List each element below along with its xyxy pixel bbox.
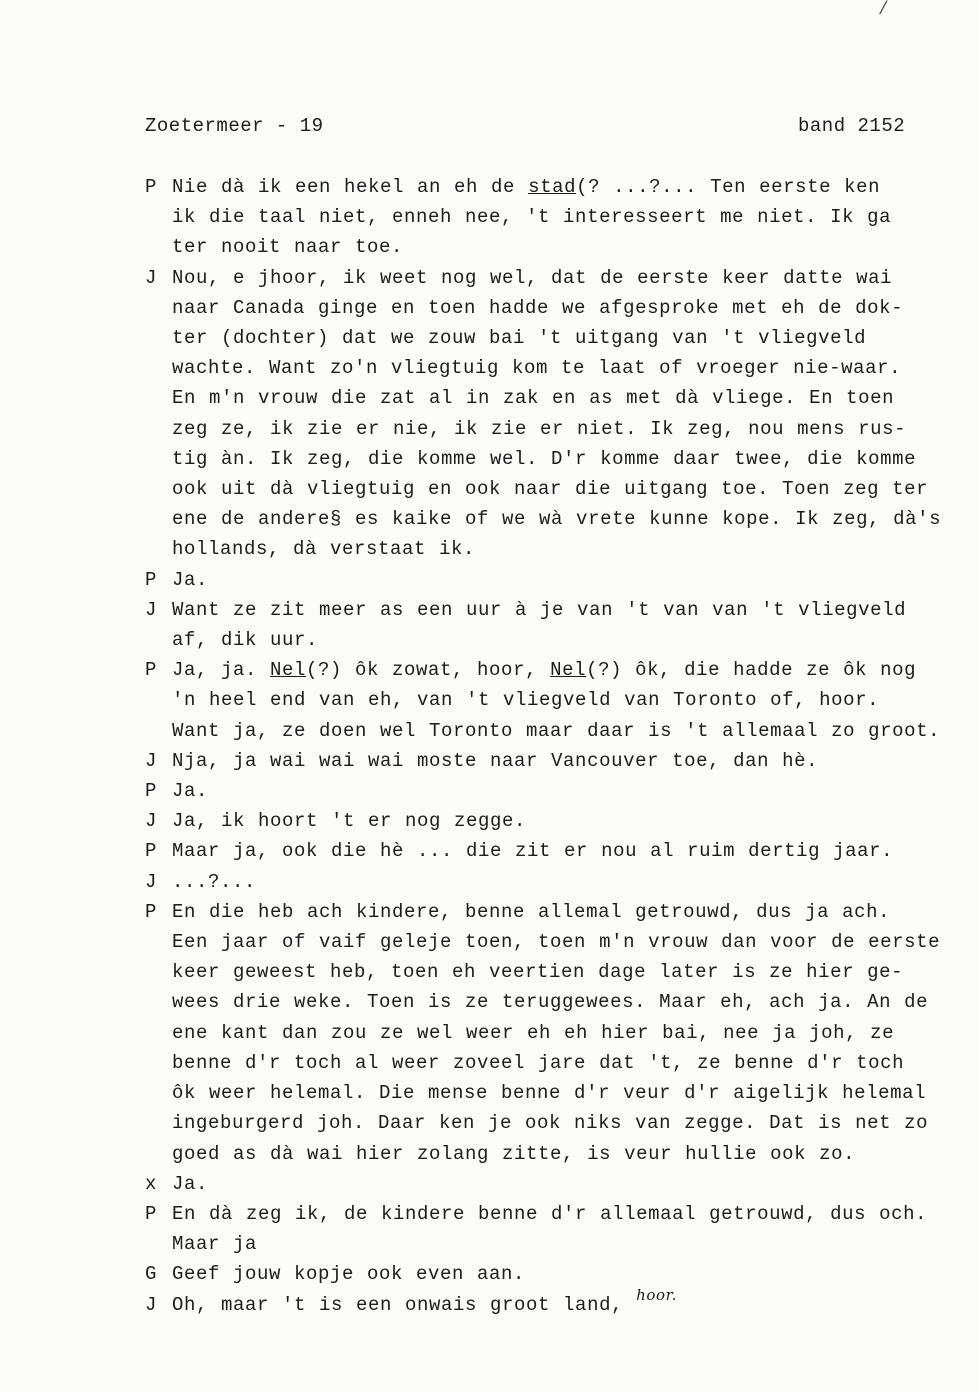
- speaker-label: J: [145, 810, 157, 833]
- speaker-label: P: [145, 568, 157, 591]
- speaker-label: P: [145, 176, 157, 198]
- text-line: Want ze zit meer as een uur à je van 't van van 't vliegveld: [172, 598, 907, 621]
- text-line: En die heb ach kindere, benne allemal getrouwd, dus ja ach.: [172, 900, 891, 923]
- text-line: af, dik uur.: [172, 629, 319, 652]
- turn-text: [172, 806, 965, 836]
- text-line: benne d'r toch al weer zoveel jare dat 't, ze benne d'r toch: [172, 1051, 905, 1074]
- speaker-label: x: [145, 1172, 157, 1195]
- tape-number: band 2152: [798, 115, 906, 137]
- transcript-turn: [145, 1259, 965, 1289]
- turn-text: [172, 655, 965, 746]
- text-line: ene de andere§ es kaike of we wà vrete kunne kope. Ik zeg, dà's: [172, 508, 942, 531]
- text-line: wachte. Want zo'n vliegtuig kom te laat of vroeger nie-waar.: [172, 357, 902, 380]
- text-line: wees drie weke. Toen is ze teruggewees. Maar eh, ach ja. An de: [172, 991, 929, 1014]
- text-line: Geef jouw kopje ook even aan.: [172, 1263, 526, 1286]
- turn-text: [172, 263, 965, 565]
- transcript-turn: [145, 836, 965, 866]
- text-line: ook uit dà vliegtuig en ook naar die uitgang toe. Toen zeg ter: [172, 478, 929, 501]
- text-line: ene kant dan zou ze wel weer eh eh hier bai, nee ja joh, ze: [172, 1021, 895, 1044]
- transcript-turn: [145, 595, 965, 655]
- text-line: Ja, ik hoort 't er nog zegge.: [172, 810, 527, 833]
- text-line: zeg ze, ik zie er nie, ik zie er niet. Ik zeg, nou mens rus-: [172, 417, 907, 440]
- text-line: ôk weer helemal. Die mense benne d'r veur d'r aigelijk helemal: [172, 1082, 927, 1105]
- text-line: Een jaar of vaif geleje toen, toen m'n vrouw dan voor de eerste: [172, 931, 941, 954]
- transcript-turn: [145, 806, 965, 836]
- text-line: Nie dà ik een hekel an eh de stad(? ...?... Ten eerste ken: [172, 176, 881, 198]
- page-title: Zoetermeer - 19: [145, 115, 324, 137]
- text-line: ter nooit naar toe.: [172, 236, 404, 259]
- handwritten-note: hoor.: [636, 1285, 678, 1304]
- speaker-label: P: [145, 900, 157, 923]
- text-line: naar Canada ginge en toen hadde we afgesproke met eh de dok-: [172, 296, 904, 319]
- text-line: ik die taal niet, enneh nee, 't interesseert me niet. Ik ga: [172, 206, 892, 229]
- text-line: Want ja, ze doen wel Toronto maar daar is 't allemaal zo groot.: [172, 719, 941, 742]
- transcript-body: [145, 172, 965, 1320]
- text-line: Maar ja: [172, 1233, 258, 1256]
- speaker-label: J: [145, 749, 157, 772]
- text-line: Nja, ja wai wai wai moste naar Vancouver toe, dan hè.: [172, 749, 819, 772]
- transcript-turn: [145, 1199, 965, 1259]
- turn-text: [172, 867, 965, 897]
- turn-text: [172, 565, 965, 595]
- turn-text: [172, 776, 965, 806]
- transcript-turn: [145, 655, 965, 746]
- speaker-label: G: [145, 1263, 157, 1286]
- text-line: En dà zeg ik, de kindere benne d'r allemaal getrouwd, dus och.: [172, 1202, 928, 1225]
- text-line: En m'n vrouw die zat al in zak en as met dà vliege. En toen: [172, 387, 895, 410]
- turn-text: [172, 836, 965, 866]
- text-line: Oh, maar 't is een onwais groot land, $^{hoor.}$: [172, 1285, 678, 1316]
- speaker-label: P: [145, 780, 157, 803]
- turn-text: [172, 595, 965, 655]
- transcript-turn: [145, 897, 965, 1169]
- speaker-label: P: [145, 840, 157, 863]
- text-line: Ja.: [172, 1172, 209, 1195]
- turn-text: [172, 1259, 965, 1289]
- transcript-turn: [145, 263, 965, 565]
- turn-text: [172, 897, 965, 1169]
- text-line: Ja.: [172, 780, 209, 803]
- transcript-turn: [145, 172, 965, 263]
- transcript-turn: [145, 1169, 965, 1199]
- text-line: Ja, ja. Nel(?) ôk zowat, hoor, Nel(?) ôk, die hadde ze ôk nog: [172, 659, 917, 682]
- speaker-label: J: [145, 266, 157, 289]
- corner-mark: /: [878, 0, 889, 20]
- speaker-label: J: [145, 870, 157, 893]
- text-line: Ja.: [172, 568, 209, 591]
- text-line: Maar ja, ook die hè ... die zit er nou al ruim dertig jaar.: [172, 840, 894, 863]
- speaker-label: J: [145, 598, 157, 621]
- text-line: hollands, dà verstaat ik.: [172, 538, 476, 561]
- transcript-turn: [145, 565, 965, 595]
- turn-text: [172, 1199, 965, 1259]
- text-line: ter (dochter) dat we zouw bai 't uitgang van 't vliegveld: [172, 327, 867, 350]
- text-line: tig àn. Ik zeg, die komme wel. D'r komme daar twee, die komme: [172, 447, 917, 470]
- turn-text: [172, 746, 965, 776]
- text-line: keer geweest heb, toen eh veertien dage later is ze hier ge-: [172, 961, 904, 984]
- transcript-turn: [145, 776, 965, 806]
- text-line: goed as dà wai hier zolang zitte, is veur hullie ook zo.: [172, 1142, 856, 1165]
- text-line: 'n heel end van eh, van 't vliegveld van Toronto of, hoor.: [172, 689, 880, 712]
- text-line: ingeburgerd joh. Daar ken je ook niks van zegge. Dat is net zo: [172, 1112, 929, 1135]
- turn-text: [172, 1169, 965, 1199]
- text-line: ...?...: [172, 870, 257, 893]
- turn-text: [172, 1285, 965, 1320]
- speaker-label: P: [145, 659, 157, 682]
- turn-text: [172, 172, 965, 263]
- speaker-label: J: [145, 1293, 157, 1316]
- transcript-turn: [145, 746, 965, 776]
- transcript-turn: [145, 867, 965, 897]
- text-line: Nou, e jhoor, ik weet nog wel, dat de eerste keer datte wai: [172, 266, 893, 289]
- transcript-turn: [145, 1285, 965, 1320]
- speaker-label: P: [145, 1202, 157, 1225]
